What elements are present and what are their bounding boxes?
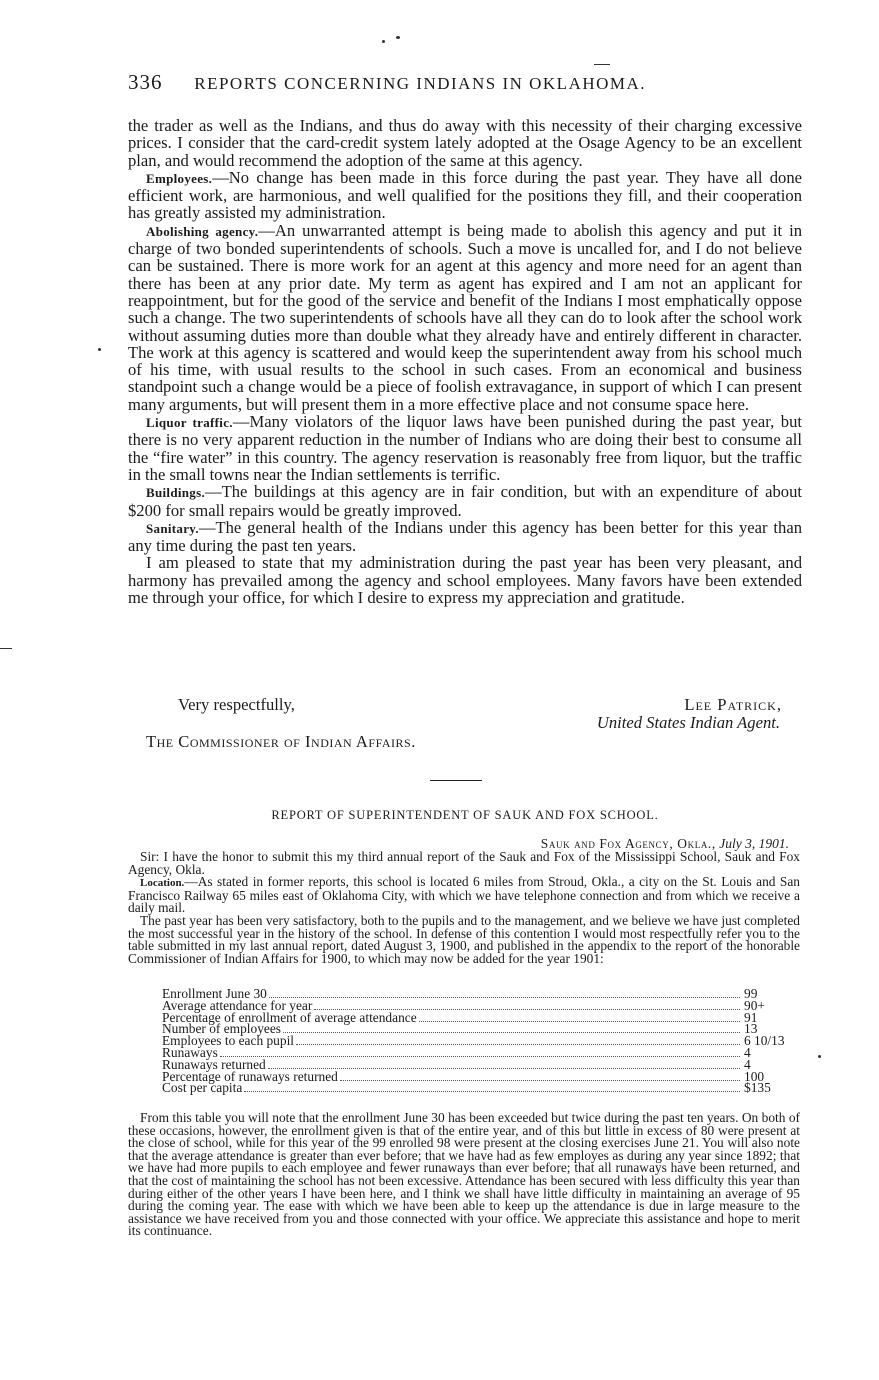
school-report-body <box>128 851 800 965</box>
stat-label: Cost per capita <box>162 1080 243 1096</box>
leader-dots <box>220 1056 740 1057</box>
running-header <box>128 70 808 95</box>
paragraph-text: —As stated in former reports, this school is located 6 miles from Stroud, Okla., a city on the St. Louis and San Francisco Railway 65 miles east of Oklahoma City, with which we have telephone connection and from which we receive a daily mail. <box>128 874 800 916</box>
stat-label: Runaways returned <box>162 1056 266 1072</box>
stat-label: Percentage of runaways returned <box>162 1068 338 1084</box>
paragraph-text: —The general health of the Indians under this agency has been better for this year than any time during the past ten years. <box>128 517 802 556</box>
paragraph-text: —The buildings at this agency are in fair condition, but with an expenditure of about $200 for small repairs would be greatly improved. <box>128 482 802 520</box>
paragraph-conclusion: From this table you will note that the enrollment June 30 has been exceeded but twice during the past ten years. On both of these occasions, however, the enrollment given is that of the entire year, and of this but little in excess of 80 were present at the close of school, while for this year of the 99 enrolled 98 were present at the closing exercises June 21. You will also note that the average attendance is greater than ever before; that we have had as few employes as during any year since 1892; that we have had more pupils to each employee and fewer runaways than ever before; that all runaways have been returned, and that the cost of maintaining the school has not been excessive. Attendance has been secured with less difficulty this year than during either of the other years I have been here, and I think we shall have little difficulty in maintaining an average of 95 during the coming year. The ease with which we have been able to keep up the attendance is due in large measure to the assistance we have received from you and those connected with your office. We appreciate this assistance and hope to merit its continuance. <box>128 1110 800 1239</box>
leader-dots <box>296 1044 740 1045</box>
stat-value: 6 10/13 <box>744 1033 785 1049</box>
stat-value: 100 <box>744 1068 765 1084</box>
running-title: REPORTS CONCERNING INDIANS IN OKLAHOMA. <box>194 74 647 93</box>
stat-label: Enrollment June 30 <box>162 986 267 1001</box>
stat-value: 13 <box>744 1021 758 1037</box>
stat-label: Average attendance for year <box>162 997 313 1013</box>
stat-value: $135 <box>744 1080 771 1096</box>
dateline-date: July 3, 1901. <box>719 836 789 851</box>
stat-label: Number of employees <box>162 1021 281 1037</box>
valediction: Very respectfully, <box>178 695 295 714</box>
stat-value: 90+ <box>744 997 765 1013</box>
print-speck <box>98 348 101 351</box>
stat-value: 4 <box>744 1044 751 1060</box>
leader-dots <box>283 1032 740 1033</box>
leader-dots <box>244 1091 740 1092</box>
print-speck <box>818 1055 821 1058</box>
stat-label: Employees to each pupil <box>162 1033 295 1049</box>
paragraph-past-year: The past year has been very satisfactory, both to the pupils and to the management, and we believe we have just completed the most successful year in the history of the school. In defense of this contention I would most respectfully refer you to the table submitted in my last annual report, dated August 3, 1900, and published in the appendix to the report of the honorable Commissioner of Indian Affairs for 1900, to which may now be added for the year 1901: <box>128 912 800 966</box>
section-lead-abolishing: Abolishing agency. <box>146 223 259 239</box>
paragraph-buildings <box>128 483 802 519</box>
table-row <box>162 1033 785 1049</box>
section-lead-buildings: Buildings. <box>146 485 206 501</box>
school-report-conclusion <box>128 1112 800 1238</box>
page-number: 336 <box>128 70 163 94</box>
paragraph-text: —No change has been made in this force during the past year. They have all done efficient work, are harmonious, and well qualified for the positions they fill, and their cooperation has greatly assisted my administration. <box>128 167 802 223</box>
paragraph-salutation: Sir: I have the honor to submit this my third annual report of the Sauk and Fox of the Mississippi School, Sauk and Fox Agency, Okla. <box>128 849 800 877</box>
print-speck <box>396 36 400 39</box>
stat-label: Percentage of enrollment of average attendance <box>162 1009 417 1025</box>
stat-value: 4 <box>744 1056 751 1072</box>
dateline-place: Sauk and Fox Agency, Okla., <box>540 836 716 851</box>
table-row <box>162 1082 782 1094</box>
section-lead-location: Location. <box>140 877 185 890</box>
section-divider <box>430 780 482 781</box>
print-speck <box>382 40 385 43</box>
stat-value: 99 <box>744 986 758 1001</box>
print-dash <box>594 64 610 65</box>
paragraph-liquor <box>128 413 802 483</box>
table-row <box>162 1068 782 1084</box>
paragraph-closing: I am pleased to state that my administration during the past year has been very pleasant, and harmony has prevailed among the agency and school employees. Many favors have been extended me through your office, for which I desire to express my appreciation and gratitude. <box>128 553 802 608</box>
signer-name: Lee Patrick, <box>684 695 782 714</box>
addressee: The Commissioner of Indian Affairs. <box>146 732 416 751</box>
report-title: REPORT OF SUPERINTENDENT OF SAUK AND FOX SCHOOL. <box>271 808 659 822</box>
paragraph-abolishing <box>128 222 802 413</box>
section-lead-liquor: Liquor traffic. <box>146 415 233 431</box>
section-lead-employees: Employees. <box>146 170 213 186</box>
leader-dots <box>268 1068 740 1069</box>
leader-dots <box>269 997 740 998</box>
leader-dots <box>340 1080 740 1081</box>
paragraph-text: —Many violators of the liquor laws have been punished during the past year, but there is no very apparent reduction in the number of Indians who are doing their best to consume all the “fire water” in this country. The agency reservation is reasonably free from liquor, but the traffic in the small towns near the Indian settlements is terrific. <box>128 412 803 484</box>
signer-title: United States Indian Agent. <box>596 713 780 732</box>
leader-dots <box>419 1021 740 1022</box>
paragraph-text: —An unwarranted attempt is being made to abolish this agency and put it in charge of two bonded superintendents of schools. Such a move is uncalled for, and I do not believe can be sustained. There is more work for an agent at this agency and more need for an agent than there has been at any prior date. My term as agent has expired and I am not an applicant for reappointment, but for the good of the service and benefit of the Indians I most emphatically oppose such a change. The two superintendents of schools have all they can do to look after the school work without assuming duties more than double what they already have and entirely different in character. The work at this agency is scattered and would keep the superintendent away from his school much of his time, with usual results to the school in such cases. From an economical and business standpoint such a change would be a piece of foolish extravagance, in support of which I can present many arguments, but will present them in a more effective place and not consume space here. <box>128 220 802 414</box>
stat-label: Runaways <box>162 1044 218 1060</box>
agent-report-body <box>128 117 802 606</box>
stat-value: 91 <box>744 1009 758 1025</box>
paragraph-sanitary <box>128 519 802 555</box>
paragraph-intro: the trader as well as the Indians, and thus do away with this necessity of their charging excessive prices. I consider that the card-credit system lately adopted at the Osage Agency to be an excellent plan, and would recommend the adoption of the same at this agency. <box>128 116 802 170</box>
paragraph-employees <box>128 169 802 222</box>
paragraph-location <box>128 876 800 915</box>
section-lead-sanitary: Sanitary. <box>146 520 199 536</box>
statistics-table <box>162 986 785 1096</box>
margin-mark <box>0 648 12 649</box>
